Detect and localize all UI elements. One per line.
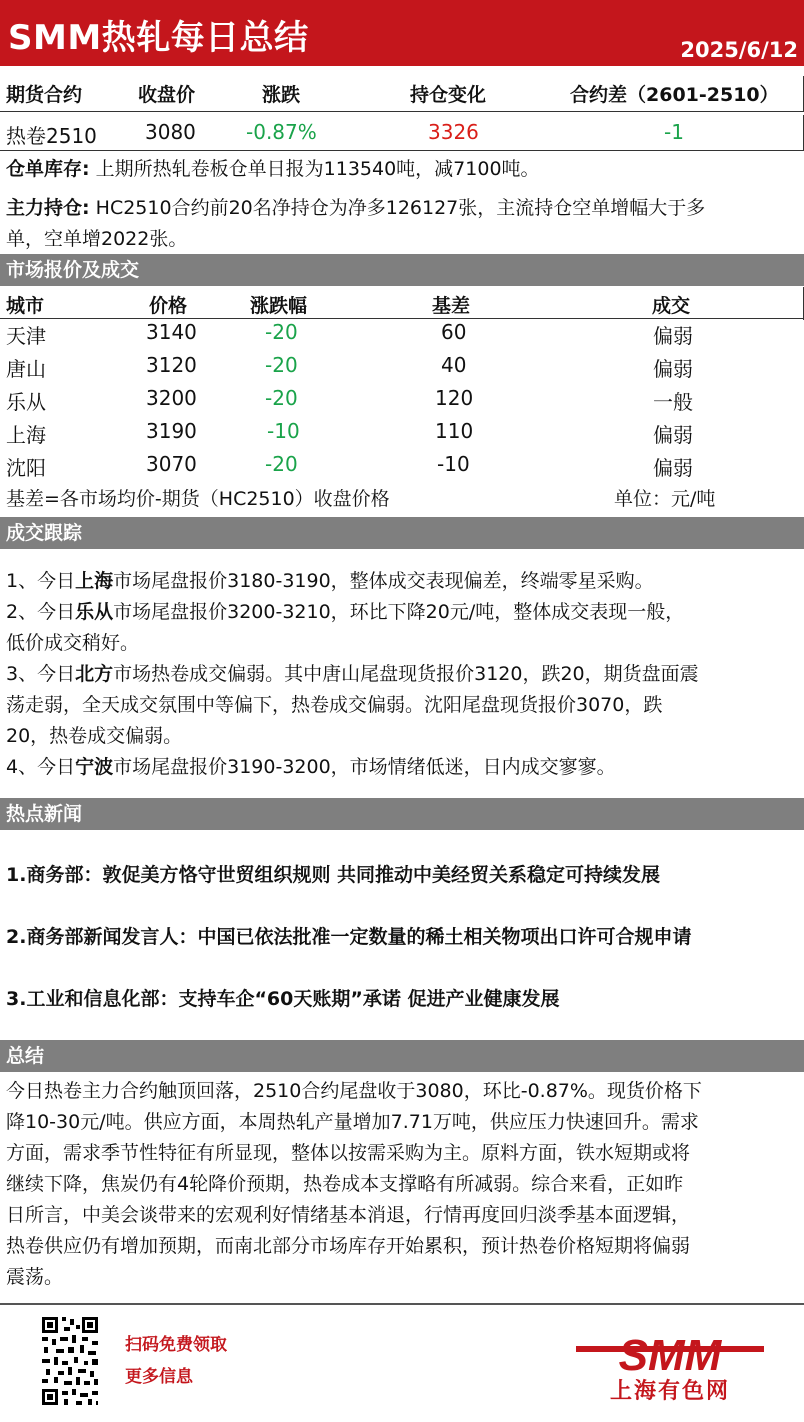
futures-table-row: [0, 115, 804, 151]
close-price: 3080: [145, 120, 196, 144]
deal: 偏弱: [653, 357, 693, 381]
summary-line: 继续下降，焦炭仍有4轮降价预期，热卷成本支撑略有所减弱。综合来看，正如昨: [6, 1173, 684, 1195]
tracking-keyword: 宁波: [75, 756, 114, 778]
tracking-prefix: 4、今日: [6, 756, 76, 778]
change: -10: [267, 419, 300, 443]
col-change: 涨跌: [262, 84, 301, 106]
market-table-header: [0, 287, 804, 319]
spread-value: -1: [664, 120, 684, 144]
basis: 120: [435, 386, 474, 410]
tracking-keyword: 上海: [75, 570, 114, 592]
tracking-keyword: 乐从: [75, 601, 114, 623]
tracking-prefix: 1、今日: [6, 570, 76, 592]
change: -20: [265, 353, 298, 377]
summary-line: 方面，需求季节性特征有所显现，整体以按需采购为主。原料方面，铁水短期或将: [6, 1142, 691, 1164]
news-item[interactable]: 1.商务部：敦促美方恪守世贸组织规则 共同推动中美经贸关系稳定可持续发展: [6, 864, 661, 886]
position-change-value: 3326: [428, 120, 479, 144]
logo-text: SMM: [618, 1331, 722, 1380]
city: 乐从: [6, 390, 46, 414]
table-row: [0, 320, 804, 353]
city: 天津: [6, 324, 46, 348]
summary-line: 日所言，中美会谈带来的宏观利好情绪基本消退，行情再度回归淡季基本面逻辑，: [6, 1204, 691, 1226]
col-change-range: 涨跌幅: [250, 295, 308, 317]
deal: 偏弱: [653, 423, 693, 447]
position-line-1: HC2510合约前20名净持仓为净多126127张，主流持仓空单增幅大于多: [95, 197, 706, 219]
position-label: 主力持仓:: [6, 197, 90, 219]
warehouse-paragraph: [6, 154, 802, 185]
price: 3120: [146, 353, 197, 377]
warehouse-text: 上期所热轧卷板仓单日报为113540吨，减7100吨。: [95, 158, 540, 180]
city: 沈阳: [6, 456, 46, 480]
col-city: 城市: [6, 295, 45, 317]
price: 3140: [146, 320, 197, 344]
tracking-item: [6, 597, 802, 659]
table-row: [0, 353, 804, 386]
col-position-change: 持仓变化: [410, 84, 487, 106]
section-news: 热点新闻: [0, 798, 804, 830]
change-value: -0.87%: [246, 120, 317, 144]
basis: 60: [441, 320, 467, 344]
summary-line: 震荡。: [6, 1266, 64, 1288]
section-market: 市场报价及成交: [0, 254, 804, 286]
deal: 偏弱: [653, 324, 693, 348]
tracking-item: [6, 752, 802, 783]
basis-footnote: 基差=各市场均价-期货（HC2510）收盘价格: [6, 488, 390, 510]
basis: 110: [435, 419, 474, 443]
deal: 偏弱: [653, 456, 693, 480]
change: -20: [265, 320, 298, 344]
deal: 一般: [653, 390, 693, 414]
cta-line-2: 更多信息: [125, 1367, 193, 1387]
tracking-line: 20，热卷成交偏弱。: [6, 725, 183, 747]
col-price: 价格: [149, 295, 188, 317]
futures-table-header: [0, 76, 804, 112]
price: 3190: [146, 419, 197, 443]
warehouse-label: 仓单库存:: [6, 158, 90, 180]
col-deal: 成交: [652, 295, 691, 317]
table-row: [0, 452, 804, 485]
logo-subtitle: 上海有色网: [609, 1379, 730, 1404]
basis: -10: [437, 452, 470, 476]
change: -20: [265, 386, 298, 410]
tracking-item: [6, 566, 802, 597]
tracking-line: 市场热卷成交偏弱。其中唐山尾盘现货报价3120，跌20，期货盘面震: [113, 663, 699, 685]
change: -20: [265, 452, 298, 476]
col-basis: 基差: [432, 295, 471, 317]
contract-name: 热卷2510: [6, 124, 97, 148]
footer-divider: [0, 1303, 804, 1305]
summary-line: 今日热卷主力合约触顶回落，2510合约尾盘收于3080，环比-0.87%。现货价格下: [6, 1080, 702, 1102]
unit-footnote: 单位：元/吨: [614, 488, 716, 510]
position-paragraph: [6, 193, 802, 255]
summary-paragraph: [6, 1076, 802, 1293]
section-tracking: 成交跟踪: [0, 517, 804, 549]
news-item[interactable]: 3.工业和信息化部：支持车企“60天账期”承诺 促进产业健康发展: [6, 988, 560, 1010]
tracking-line: 市场尾盘报价3200-3210，环比下降20元/吨，整体成交表现一般，: [113, 601, 685, 623]
qr-code-icon[interactable]: [40, 1315, 100, 1407]
position-line-2: 单，空单增2022张。: [6, 228, 188, 250]
tracking-keyword: 北方: [75, 663, 114, 685]
price: 3200: [146, 386, 197, 410]
col-close: 收盘价: [138, 84, 196, 106]
cta-line-1: 扫码免费领取: [125, 1335, 227, 1355]
col-contract: 期货合约: [6, 84, 83, 106]
city: 上海: [6, 423, 46, 447]
tracking-line: 低价成交稍好。: [6, 632, 140, 654]
basis: 40: [441, 353, 467, 377]
news-item[interactable]: 2.商务部新闻发言人：中国已依法批准一定数量的稀土相关物项出口许可合规申请: [6, 926, 692, 948]
table-row: [0, 386, 804, 419]
tracking-line: 市场尾盘报价3190-3200，市场情绪低迷，日内成交寥寥。: [113, 756, 616, 778]
section-summary: 总结: [0, 1040, 804, 1072]
col-spread: 合约差（2601-2510）: [570, 84, 779, 106]
tracking-item: [6, 659, 802, 752]
summary-line: 热卷供应仍有增加预期，而南北部分市场库存开始累积，预计热卷价格短期将偏弱: [6, 1235, 691, 1257]
tracking-prefix: 3、今日: [6, 663, 76, 685]
report-header: [0, 0, 804, 66]
tracking-prefix: 2、今日: [6, 601, 76, 623]
report-title: SMM热轧每日总结: [8, 18, 309, 58]
summary-line: 降10-30元/吨。供应方面，本周热轧产量增加7.71万吨，供应压力快速回升。需求: [6, 1111, 699, 1133]
city: 唐山: [6, 357, 46, 381]
report-date: 2025/6/12: [680, 38, 798, 62]
table-row: [0, 419, 804, 452]
price: 3070: [146, 452, 197, 476]
tracking-line: 市场尾盘报价3180-3190，整体成交表现偏差，终端零星采购。: [113, 570, 654, 592]
tracking-line: 荡走弱，全天成交氛围中等偏下，热卷成交偏弱。沈阳尾盘现货报价3070，跌: [6, 694, 663, 716]
